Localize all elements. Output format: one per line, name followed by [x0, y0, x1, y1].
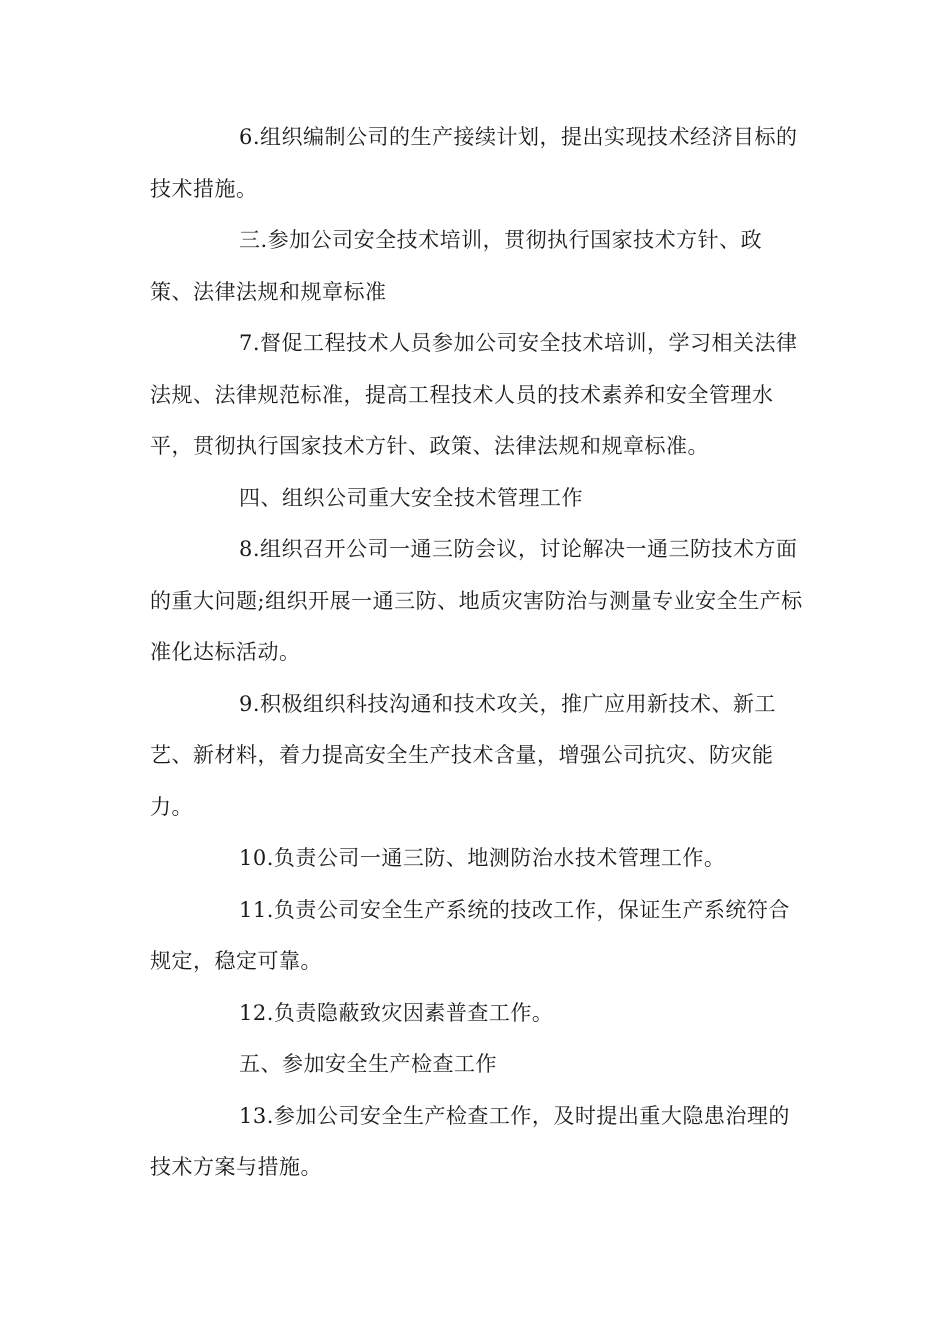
- paragraph-item-8: 8.组织召开公司一通三防会议，讨论解决一通三防技术方面的重大问题;组织开展一通三防、地质灾害防治与测量专业安全生产标准化达标活动。: [150, 537, 803, 664]
- paragraph-item-7: 7.督促工程技术人员参加公司安全技术培训，学习相关法律法规、法律规范标准，提高工程技术人员的技术素养和安全管理水平，贯彻执行国家技术方针、政策、法律法规和规章标准。: [150, 331, 798, 458]
- paragraph-item-10: 10.负责公司一通三防、地测防治水技术管理工作。: [239, 846, 726, 870]
- section-heading-3: 三.参加公司安全技术培训，贯彻执行国家技术方针、政策、法律法规和规章标准: [150, 228, 763, 304]
- document-body: [150, 112, 805, 1194]
- paragraph-item-12: 12.负责隐蔽致灾因素普查工作。: [239, 1000, 554, 1025]
- paragraph-item-13: 13.参加公司安全生产检查工作，及时提出重大隐患治理的技术方案与措施。: [150, 1103, 790, 1179]
- paragraph-item-6: 6.组织编制公司的生产接续计划，提出实现技术经济目标的技术措施。: [150, 125, 798, 201]
- paragraph-item-9: 9.积极组织科技沟通和技术攻关，推广应用新技术、新工艺、新材料，着力提高安全生产技术含量，增强公司抗灾、防灾能力。: [150, 691, 777, 819]
- paragraph-item-11: 11.负责公司安全生产系统的技改工作，保证生产系统符合规定，稳定可靠。: [150, 897, 790, 973]
- section-heading-4: 四、组织公司重大安全技术管理工作: [239, 485, 583, 510]
- section-heading-5: 五、参加安全生产检查工作: [239, 1052, 497, 1076]
